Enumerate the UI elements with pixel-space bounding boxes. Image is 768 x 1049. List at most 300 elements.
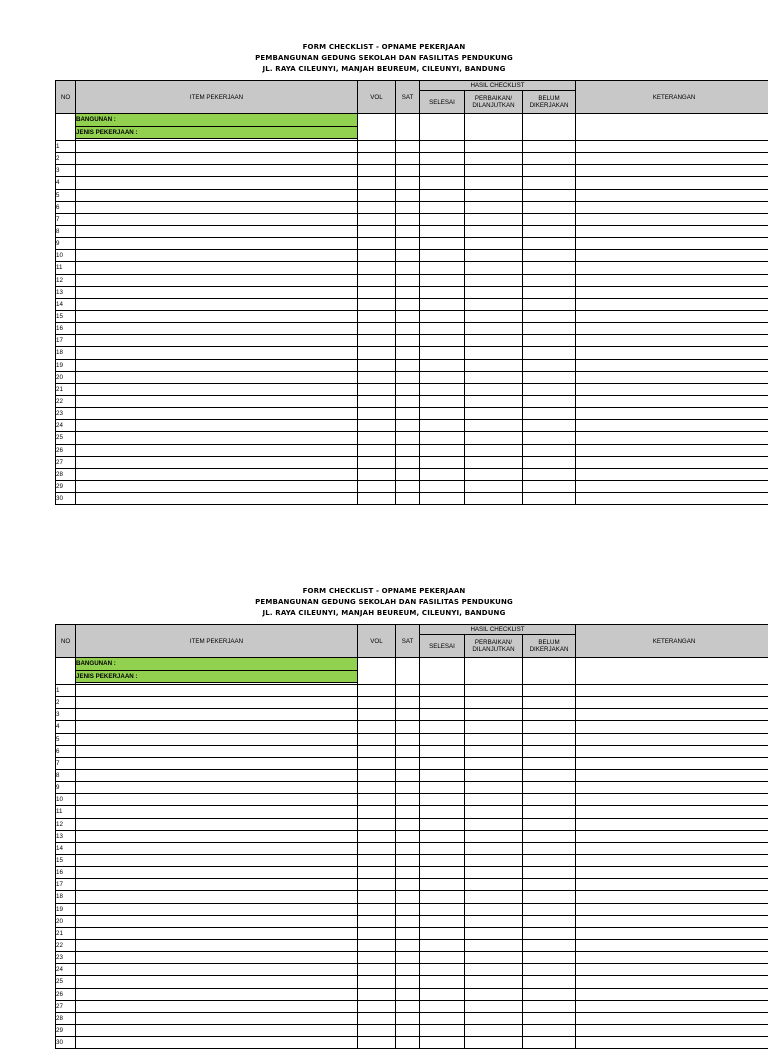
belum-cell[interactable] <box>523 818 576 830</box>
belum-cell[interactable] <box>523 794 576 806</box>
keterangan-cell[interactable] <box>576 274 768 286</box>
perbaikan-cell[interactable] <box>465 383 523 395</box>
belum-cell[interactable] <box>523 201 576 213</box>
sat-cell[interactable] <box>396 988 420 1000</box>
belum-cell[interactable] <box>523 153 576 165</box>
keterangan-cell[interactable] <box>576 493 768 505</box>
item-pekerjaan-cell[interactable] <box>76 480 358 492</box>
item-pekerjaan-cell[interactable] <box>76 964 358 976</box>
selesai-cell[interactable] <box>420 189 465 201</box>
sat-cell-blank[interactable] <box>396 658 420 685</box>
item-pekerjaan-cell[interactable] <box>76 238 358 250</box>
item-pekerjaan-cell[interactable] <box>76 420 358 432</box>
item-pekerjaan-cell[interactable] <box>76 274 358 286</box>
item-pekerjaan-cell[interactable] <box>76 976 358 988</box>
perbaikan-cell[interactable] <box>465 988 523 1000</box>
item-pekerjaan-cell[interactable] <box>76 867 358 879</box>
selesai-cell[interactable] <box>420 709 465 721</box>
perbaikan-cell[interactable] <box>465 262 523 274</box>
perbaikan-cell[interactable] <box>465 721 523 733</box>
sat-cell[interactable] <box>396 927 420 939</box>
perbaikan-cell[interactable] <box>465 976 523 988</box>
perbaikan-cell[interactable] <box>465 733 523 745</box>
item-pekerjaan-cell[interactable] <box>76 165 358 177</box>
selesai-cell[interactable] <box>420 867 465 879</box>
item-pekerjaan-cell[interactable] <box>76 250 358 262</box>
vol-cell[interactable] <box>358 879 396 891</box>
selesai-cell[interactable] <box>420 420 465 432</box>
belum-cell[interactable] <box>523 782 576 794</box>
vol-cell[interactable] <box>358 323 396 335</box>
belum-cell[interactable] <box>523 915 576 927</box>
keterangan-cell[interactable] <box>576 915 768 927</box>
perbaikan-cell[interactable] <box>465 964 523 976</box>
selesai-cell[interactable] <box>420 432 465 444</box>
vol-cell[interactable] <box>358 141 396 153</box>
keterangan-cell[interactable] <box>576 141 768 153</box>
sat-cell[interactable] <box>396 201 420 213</box>
keterangan-cell[interactable] <box>576 964 768 976</box>
belum-cell[interactable] <box>523 830 576 842</box>
keterangan-cell[interactable] <box>576 903 768 915</box>
keterangan-cell[interactable] <box>576 1037 768 1049</box>
vol-cell[interactable] <box>358 262 396 274</box>
selesai-cell[interactable] <box>420 456 465 468</box>
sat-cell[interactable] <box>396 420 420 432</box>
vol-cell[interactable] <box>358 733 396 745</box>
perbaikan-cell[interactable] <box>465 250 523 262</box>
keterangan-cell[interactable] <box>576 709 768 721</box>
belum-cell[interactable] <box>523 286 576 298</box>
selesai-cell[interactable] <box>420 250 465 262</box>
item-pekerjaan-cell[interactable] <box>76 359 358 371</box>
belum-cell[interactable] <box>523 165 576 177</box>
item-pekerjaan-cell[interactable] <box>76 1000 358 1012</box>
keterangan-cell[interactable] <box>576 769 768 781</box>
selesai-cell[interactable] <box>420 177 465 189</box>
belum-cell[interactable] <box>523 1024 576 1036</box>
keterangan-cell[interactable] <box>576 323 768 335</box>
selesai-cell[interactable] <box>420 298 465 310</box>
sat-cell[interactable] <box>396 262 420 274</box>
vol-cell[interactable] <box>358 310 396 322</box>
vol-cell[interactable] <box>358 1012 396 1024</box>
belum-cell[interactable] <box>523 854 576 866</box>
selesai-cell-blank[interactable] <box>420 114 465 141</box>
selesai-cell[interactable] <box>420 225 465 237</box>
belum-cell[interactable] <box>523 903 576 915</box>
selesai-cell[interactable] <box>420 493 465 505</box>
vol-cell[interactable] <box>358 685 396 697</box>
selesai-cell[interactable] <box>420 782 465 794</box>
vol-cell[interactable] <box>358 818 396 830</box>
perbaikan-cell[interactable] <box>465 177 523 189</box>
perbaikan-cell[interactable] <box>465 201 523 213</box>
belum-cell[interactable] <box>523 769 576 781</box>
belum-cell[interactable] <box>523 189 576 201</box>
perbaikan-cell[interactable] <box>465 444 523 456</box>
sat-cell[interactable] <box>396 371 420 383</box>
sat-cell[interactable] <box>396 335 420 347</box>
keterangan-cell[interactable] <box>576 153 768 165</box>
perbaikan-cell[interactable] <box>465 1012 523 1024</box>
vol-cell[interactable] <box>358 891 396 903</box>
item-pekerjaan-cell[interactable] <box>76 806 358 818</box>
belum-cell[interactable] <box>523 1012 576 1024</box>
selesai-cell[interactable] <box>420 939 465 951</box>
keterangan-cell[interactable] <box>576 757 768 769</box>
vol-cell[interactable] <box>358 286 396 298</box>
perbaikan-cell[interactable] <box>465 323 523 335</box>
perbaikan-cell[interactable] <box>465 854 523 866</box>
perbaikan-cell[interactable] <box>465 335 523 347</box>
perbaikan-cell[interactable] <box>465 225 523 237</box>
selesai-cell[interactable] <box>420 1012 465 1024</box>
vol-cell-blank[interactable] <box>358 658 396 685</box>
sat-cell[interactable] <box>396 818 420 830</box>
item-pekerjaan-cell[interactable] <box>76 854 358 866</box>
item-pekerjaan-cell[interactable] <box>76 939 358 951</box>
selesai-cell[interactable] <box>420 952 465 964</box>
sat-cell[interactable] <box>396 310 420 322</box>
vol-cell[interactable] <box>358 408 396 420</box>
keterangan-cell[interactable] <box>576 988 768 1000</box>
sat-cell[interactable] <box>396 939 420 951</box>
perbaikan-cell[interactable] <box>465 165 523 177</box>
keterangan-cell[interactable] <box>576 697 768 709</box>
sat-cell[interactable] <box>396 456 420 468</box>
belum-cell[interactable] <box>523 225 576 237</box>
item-pekerjaan-cell[interactable] <box>76 201 358 213</box>
selesai-cell[interactable] <box>420 238 465 250</box>
selesai-cell[interactable] <box>420 213 465 225</box>
perbaikan-cell[interactable] <box>465 298 523 310</box>
perbaikan-cell[interactable] <box>465 408 523 420</box>
selesai-cell[interactable] <box>420 1037 465 1049</box>
perbaikan-cell[interactable] <box>465 153 523 165</box>
item-pekerjaan-cell[interactable] <box>76 830 358 842</box>
vol-cell[interactable] <box>358 988 396 1000</box>
item-pekerjaan-cell[interactable] <box>76 225 358 237</box>
vol-cell[interactable] <box>358 493 396 505</box>
perbaikan-cell[interactable] <box>465 757 523 769</box>
perbaikan-cell[interactable] <box>465 493 523 505</box>
vol-cell[interactable] <box>358 250 396 262</box>
belum-cell[interactable] <box>523 468 576 480</box>
keterangan-cell[interactable] <box>576 213 768 225</box>
selesai-cell[interactable] <box>420 915 465 927</box>
selesai-cell[interactable] <box>420 141 465 153</box>
vol-cell[interactable] <box>358 769 396 781</box>
selesai-cell[interactable] <box>420 395 465 407</box>
keterangan-cell[interactable] <box>576 468 768 480</box>
belum-cell[interactable] <box>523 867 576 879</box>
sat-cell[interactable] <box>396 842 420 854</box>
perbaikan-cell[interactable] <box>465 697 523 709</box>
item-pekerjaan-cell[interactable] <box>76 697 358 709</box>
selesai-cell[interactable] <box>420 408 465 420</box>
item-pekerjaan-cell[interactable] <box>76 769 358 781</box>
belum-cell[interactable] <box>523 1000 576 1012</box>
vol-cell[interactable] <box>358 225 396 237</box>
vol-cell[interactable] <box>358 745 396 757</box>
selesai-cell[interactable] <box>420 335 465 347</box>
vol-cell[interactable] <box>358 383 396 395</box>
item-pekerjaan-cell[interactable] <box>76 903 358 915</box>
perbaikan-cell-blank[interactable] <box>465 658 523 685</box>
selesai-cell[interactable] <box>420 468 465 480</box>
perbaikan-cell[interactable] <box>465 347 523 359</box>
sat-cell[interactable] <box>396 347 420 359</box>
sat-cell[interactable] <box>396 286 420 298</box>
item-pekerjaan-cell[interactable] <box>76 879 358 891</box>
perbaikan-cell[interactable] <box>465 891 523 903</box>
keterangan-cell[interactable] <box>576 830 768 842</box>
keterangan-cell[interactable] <box>576 189 768 201</box>
vol-cell[interactable] <box>358 854 396 866</box>
item-pekerjaan-cell[interactable] <box>76 952 358 964</box>
vol-cell[interactable] <box>358 371 396 383</box>
belum-cell[interactable] <box>523 250 576 262</box>
belum-cell[interactable] <box>523 976 576 988</box>
perbaikan-cell[interactable] <box>465 432 523 444</box>
vol-cell[interactable] <box>358 903 396 915</box>
perbaikan-cell[interactable] <box>465 879 523 891</box>
sat-cell[interactable] <box>396 1000 420 1012</box>
perbaikan-cell[interactable] <box>465 1000 523 1012</box>
belum-cell[interactable] <box>523 480 576 492</box>
vol-cell[interactable] <box>358 952 396 964</box>
selesai-cell[interactable] <box>420 480 465 492</box>
perbaikan-cell[interactable] <box>465 456 523 468</box>
perbaikan-cell[interactable] <box>465 468 523 480</box>
sat-cell[interactable] <box>396 854 420 866</box>
belum-cell[interactable] <box>523 927 576 939</box>
keterangan-cell[interactable] <box>576 842 768 854</box>
keterangan-cell[interactable] <box>576 298 768 310</box>
belum-cell[interactable] <box>523 323 576 335</box>
perbaikan-cell[interactable] <box>465 359 523 371</box>
keterangan-cell[interactable] <box>576 420 768 432</box>
sat-cell[interactable] <box>396 225 420 237</box>
sat-cell[interactable] <box>396 213 420 225</box>
item-pekerjaan-cell[interactable] <box>76 757 358 769</box>
sat-cell[interactable] <box>396 359 420 371</box>
vol-cell[interactable] <box>358 1037 396 1049</box>
item-pekerjaan-cell[interactable] <box>76 733 358 745</box>
belum-cell[interactable] <box>523 456 576 468</box>
item-pekerjaan-cell[interactable] <box>76 189 358 201</box>
keterangan-cell[interactable] <box>576 225 768 237</box>
item-pekerjaan-cell[interactable] <box>76 818 358 830</box>
keterangan-cell[interactable] <box>576 854 768 866</box>
vol-cell[interactable] <box>358 298 396 310</box>
belum-cell[interactable] <box>523 432 576 444</box>
item-pekerjaan-cell[interactable] <box>76 456 358 468</box>
sat-cell[interactable] <box>396 323 420 335</box>
belum-cell[interactable] <box>523 757 576 769</box>
item-pekerjaan-cell[interactable] <box>76 371 358 383</box>
selesai-cell[interactable] <box>420 745 465 757</box>
belum-cell[interactable] <box>523 298 576 310</box>
selesai-cell[interactable] <box>420 153 465 165</box>
perbaikan-cell[interactable] <box>465 952 523 964</box>
keterangan-cell[interactable] <box>576 395 768 407</box>
sat-cell[interactable] <box>396 1024 420 1036</box>
keterangan-cell[interactable] <box>576 456 768 468</box>
keterangan-cell[interactable] <box>576 952 768 964</box>
perbaikan-cell[interactable] <box>465 1037 523 1049</box>
sat-cell[interactable] <box>396 697 420 709</box>
keterangan-cell[interactable] <box>576 1000 768 1012</box>
belum-cell[interactable] <box>523 141 576 153</box>
vol-cell[interactable] <box>358 480 396 492</box>
sat-cell[interactable] <box>396 733 420 745</box>
belum-cell[interactable] <box>523 685 576 697</box>
keterangan-cell[interactable] <box>576 432 768 444</box>
sat-cell[interactable] <box>396 480 420 492</box>
belum-cell[interactable] <box>523 262 576 274</box>
belum-cell[interactable] <box>523 310 576 322</box>
keterangan-cell[interactable] <box>576 238 768 250</box>
selesai-cell[interactable] <box>420 976 465 988</box>
item-pekerjaan-cell[interactable] <box>76 1037 358 1049</box>
vol-cell[interactable] <box>358 359 396 371</box>
belum-cell[interactable] <box>523 395 576 407</box>
vol-cell-blank[interactable] <box>358 114 396 141</box>
perbaikan-cell[interactable] <box>465 420 523 432</box>
selesai-cell[interactable] <box>420 359 465 371</box>
belum-cell[interactable] <box>523 420 576 432</box>
item-pekerjaan-cell[interactable] <box>76 842 358 854</box>
keterangan-cell[interactable] <box>576 891 768 903</box>
perbaikan-cell[interactable] <box>465 806 523 818</box>
item-pekerjaan-cell[interactable] <box>76 891 358 903</box>
sat-cell[interactable] <box>396 721 420 733</box>
keterangan-cell-blank[interactable] <box>576 658 768 685</box>
perbaikan-cell[interactable] <box>465 189 523 201</box>
perbaikan-cell[interactable] <box>465 927 523 939</box>
keterangan-cell[interactable] <box>576 806 768 818</box>
sat-cell[interactable] <box>396 903 420 915</box>
item-pekerjaan-cell[interactable] <box>76 323 358 335</box>
keterangan-cell[interactable] <box>576 1012 768 1024</box>
perbaikan-cell[interactable] <box>465 769 523 781</box>
selesai-cell[interactable] <box>420 769 465 781</box>
item-pekerjaan-cell[interactable] <box>76 153 358 165</box>
selesai-cell[interactable] <box>420 383 465 395</box>
belum-cell[interactable] <box>523 359 576 371</box>
vol-cell[interactable] <box>358 867 396 879</box>
belum-cell[interactable] <box>523 1037 576 1049</box>
selesai-cell[interactable] <box>420 891 465 903</box>
perbaikan-cell[interactable] <box>465 818 523 830</box>
vol-cell[interactable] <box>358 806 396 818</box>
item-pekerjaan-cell[interactable] <box>76 408 358 420</box>
keterangan-cell[interactable] <box>576 818 768 830</box>
selesai-cell[interactable] <box>420 903 465 915</box>
belum-cell[interactable] <box>523 709 576 721</box>
sat-cell[interactable] <box>396 952 420 964</box>
sat-cell[interactable] <box>396 493 420 505</box>
keterangan-cell[interactable] <box>576 335 768 347</box>
selesai-cell[interactable] <box>420 964 465 976</box>
item-pekerjaan-cell[interactable] <box>76 988 358 1000</box>
keterangan-cell[interactable] <box>576 310 768 322</box>
vol-cell[interactable] <box>358 274 396 286</box>
item-pekerjaan-cell[interactable] <box>76 347 358 359</box>
belum-cell[interactable] <box>523 408 576 420</box>
selesai-cell[interactable] <box>420 685 465 697</box>
item-pekerjaan-cell[interactable] <box>76 468 358 480</box>
selesai-cell[interactable] <box>420 274 465 286</box>
vol-cell[interactable] <box>358 395 396 407</box>
selesai-cell[interactable] <box>420 347 465 359</box>
belum-cell[interactable] <box>523 238 576 250</box>
selesai-cell[interactable] <box>420 1024 465 1036</box>
vol-cell[interactable] <box>358 927 396 939</box>
selesai-cell[interactable] <box>420 988 465 1000</box>
keterangan-cell[interactable] <box>576 939 768 951</box>
belum-cell[interactable] <box>523 335 576 347</box>
sat-cell[interactable] <box>396 745 420 757</box>
selesai-cell[interactable] <box>420 201 465 213</box>
sat-cell[interactable] <box>396 165 420 177</box>
item-pekerjaan-cell[interactable] <box>76 915 358 927</box>
sat-cell-blank[interactable] <box>396 114 420 141</box>
belum-cell[interactable] <box>523 806 576 818</box>
keterangan-cell[interactable] <box>576 383 768 395</box>
keterangan-cell[interactable] <box>576 444 768 456</box>
item-pekerjaan-cell[interactable] <box>76 432 358 444</box>
belum-cell[interactable] <box>523 964 576 976</box>
item-pekerjaan-cell[interactable] <box>76 310 358 322</box>
selesai-cell-blank[interactable] <box>420 658 465 685</box>
selesai-cell[interactable] <box>420 310 465 322</box>
vol-cell[interactable] <box>358 420 396 432</box>
sat-cell[interactable] <box>396 891 420 903</box>
keterangan-cell[interactable] <box>576 976 768 988</box>
vol-cell[interactable] <box>358 432 396 444</box>
sat-cell[interactable] <box>396 976 420 988</box>
perbaikan-cell[interactable] <box>465 867 523 879</box>
vol-cell[interactable] <box>358 782 396 794</box>
item-pekerjaan-cell[interactable] <box>76 685 358 697</box>
vol-cell[interactable] <box>358 709 396 721</box>
vol-cell[interactable] <box>358 189 396 201</box>
vol-cell[interactable] <box>358 757 396 769</box>
vol-cell[interactable] <box>358 1024 396 1036</box>
vol-cell[interactable] <box>358 964 396 976</box>
sat-cell[interactable] <box>396 432 420 444</box>
perbaikan-cell[interactable] <box>465 794 523 806</box>
selesai-cell[interactable] <box>420 444 465 456</box>
item-pekerjaan-cell[interactable] <box>76 298 358 310</box>
sat-cell[interactable] <box>396 444 420 456</box>
sat-cell[interactable] <box>396 769 420 781</box>
vol-cell[interactable] <box>358 153 396 165</box>
vol-cell[interactable] <box>358 335 396 347</box>
sat-cell[interactable] <box>396 757 420 769</box>
sat-cell[interactable] <box>396 177 420 189</box>
keterangan-cell-blank[interactable] <box>576 114 768 141</box>
selesai-cell[interactable] <box>420 721 465 733</box>
sat-cell[interactable] <box>396 1037 420 1049</box>
vol-cell[interactable] <box>358 201 396 213</box>
vol-cell[interactable] <box>358 177 396 189</box>
perbaikan-cell[interactable] <box>465 685 523 697</box>
vol-cell[interactable] <box>358 939 396 951</box>
